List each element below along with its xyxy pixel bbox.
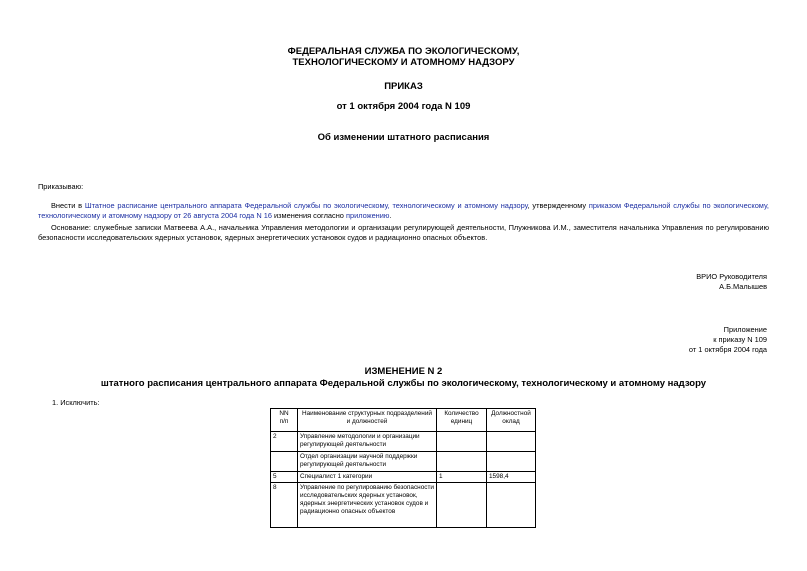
staff-schedule-link[interactable]: Штатное расписание центрального аппарата Федеральной службы по экологическому, технологическому и атомному надзору xyxy=(84,201,528,210)
cell-salary xyxy=(487,452,536,472)
para1-suffix: . xyxy=(389,211,392,220)
document-type: ПРИКАЗ xyxy=(384,81,423,92)
cell-name: Управление по регулированию безопасности исследовательских ядерных установок, ядерных энергетических установок судов и радиационно опасных объектов xyxy=(298,483,437,528)
paragraph-basis: Основание: служебные записки Матвеева А.А., начальника Управления методологии и организации регулирующей деятельности, Плужникова И.М., заместителя начальника Управления по регулированию безопасности исследовательских ядерных установок, ядерных энергетических установок судов и радиационно опасных объектов. xyxy=(38,223,769,242)
cell-count xyxy=(437,483,487,528)
header-name xyxy=(298,409,437,432)
signatory-name: А.Б.Малышев xyxy=(719,282,767,291)
appendix-line3: от 1 октября 2004 года xyxy=(688,345,767,354)
signature-block xyxy=(696,272,767,292)
para1-prefix: Внести в xyxy=(51,201,85,210)
header-salary-line1: Должностной xyxy=(491,410,531,417)
cell-name: Специалист 1 категории xyxy=(298,472,437,483)
staff-table xyxy=(270,408,536,528)
header-count xyxy=(437,409,487,432)
document-subject: Об изменении штатного расписания xyxy=(317,132,490,143)
header-num-line1: NN xyxy=(279,410,289,417)
change-title: ИЗМЕНЕНИЕ N 2 xyxy=(364,366,443,377)
table-row xyxy=(271,483,536,528)
change-subtitle: штатного расписания центрального аппарата Федеральной службы по экологическому, технологическому и атомному надзору xyxy=(100,378,707,389)
appendix-line1: Приложение xyxy=(723,325,767,334)
cell-num: 5 xyxy=(271,472,298,483)
cell-num xyxy=(271,452,298,472)
header-salary-line2: оклад xyxy=(502,418,520,425)
paragraph-amendment xyxy=(38,201,769,221)
header-num-line2: п/п xyxy=(279,418,289,425)
cell-name: Отдел организации научной поддержки регулирующей деятельности xyxy=(298,452,437,472)
table-row xyxy=(271,452,536,472)
table-row xyxy=(271,472,536,483)
exclude-item: 1. Исключить: xyxy=(52,398,100,407)
cell-count xyxy=(437,452,487,472)
cell-count xyxy=(437,432,487,452)
header-count-line2: единиц xyxy=(450,418,473,425)
table-header-row xyxy=(271,409,536,432)
document-date: от 1 октября 2004 года N 109 xyxy=(336,101,471,112)
header-num xyxy=(271,409,298,432)
cell-salary xyxy=(487,483,536,528)
para1-mid2: изменения согласно xyxy=(271,211,346,220)
cell-name: Управление методологии и организации регулирующей деятельности xyxy=(298,432,437,452)
signatory-position: ВРИО Руководителя xyxy=(696,272,767,281)
header-name-line2: и должностей xyxy=(346,418,388,425)
order-16-link[interactable]: приказом Федеральной службы по экологическому, технологическому и атомному надзору от 26 августа 2004 года N 16 xyxy=(38,201,769,220)
order-word: Приказываю: xyxy=(38,182,84,191)
cell-num: 2 xyxy=(271,432,298,452)
para1-mid: , утвержденному xyxy=(527,201,589,210)
appendix-link[interactable]: приложению xyxy=(345,211,390,220)
agency-name-line2: ТЕХНОЛОГИЧЕСКОМУ И АТОМНОМУ НАДЗОРУ xyxy=(292,57,515,68)
appendix-line2: к приказу N 109 xyxy=(713,335,767,344)
cell-salary xyxy=(487,432,536,452)
header-name-line1: Наименование структурных подразделений xyxy=(302,410,432,417)
agency-name-line1: ФЕДЕРАЛЬНАЯ СЛУЖБА ПО ЭКОЛОГИЧЕСКОМУ, xyxy=(287,46,520,57)
cell-num: 8 xyxy=(271,483,298,528)
cell-salary: 1598,4 xyxy=(487,472,536,483)
cell-count: 1 xyxy=(437,472,487,483)
agency-name xyxy=(0,46,807,68)
header-salary xyxy=(487,409,536,432)
table-row xyxy=(271,432,536,452)
appendix-block xyxy=(689,325,767,355)
header-count-line1: Количество xyxy=(444,410,479,417)
